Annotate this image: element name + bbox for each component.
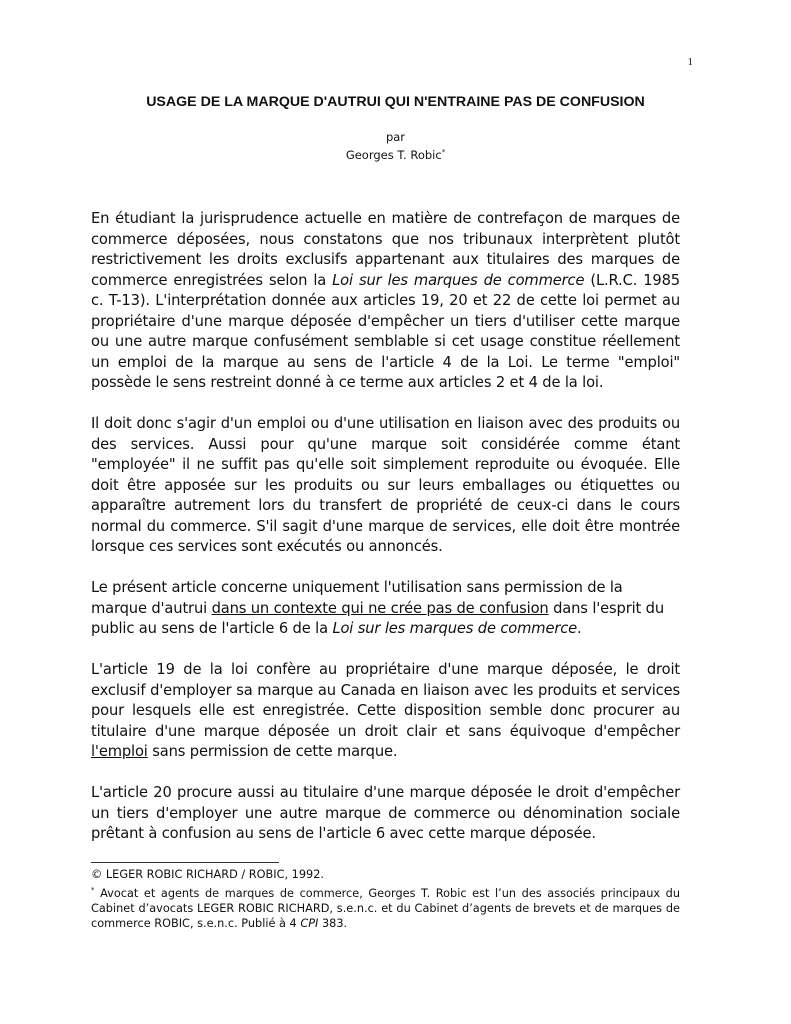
paragraph-3-text-a: Le présent article concerne uniquement l'utilisation sans permission de la marque d'autrui — [91, 579, 623, 617]
paragraph-1-law-title: Loi sur les marques de commerce — [332, 271, 585, 289]
paragraph-3-underlined: dans un contexte qui ne crée pas de confusion — [211, 599, 549, 617]
paragraph-4 — [91, 660, 680, 763]
paragraph-2: Il doit donc s'agir d'un emploi ou d'une utilisation en liaison avec des produits ou des services. Aussi pour qu'une marque soit considérée comme étant "employée" il ne suffit pas qu'elle soit simplement reproduite ou évoquée. Elle doit être apposée sur les produits ou sur leurs emballages ou étiquettes ou apparaître autrement lors du transfert de propriété de ceux-ci dans le cours normal du commerce. S'il sagit d'une marque de services, elle doit être montrée lorsque ces services sont exécutés ou annoncés. — [91, 415, 680, 555]
paragraph-3-text-b: dans l'esprit du public au sens de l'article 6 de la — [91, 599, 664, 637]
footnote-text-b: 383. — [318, 917, 348, 931]
paragraph-5: L'article 20 procure aussi au titulaire d'une marque déposée le droit d'empêcher un tiers d'employer une autre marque de commerce ou dénomination sociale prêtant à confusion au sens de l'article 6 avec cette marque déposée. — [91, 784, 680, 842]
paragraph-1-text-a: En étudiant la jurisprudence actuelle en matière de contrefaçon de marques de commerce déposées, nous constatons que nos tribunaux interprètent plutôt restrictivement les droits exclusifs appartenant aux titulaires des marques de commerce enregistrées selon la — [91, 210, 680, 289]
paragraph-1-text-b: (L.R.C. 1985 c. T-13). L'interprétation donnée aux articles 19, 20 et 22 de cette loi permet au propriétaire d'une marque déposée d'empêcher un tiers d'utiliser cette marque ou une autre marque confusément semblable si cet usage constitue réellement un emploi de la marque au sens de l'article 4 de la Loi. Le terme "emploi" possède le sens restreint donné à ce terme aux articles 2 et 4 de la loi. — [91, 271, 681, 391]
author-footnote-mark: * — [441, 148, 446, 156]
paragraph-4-underlined: l'emploi — [91, 743, 148, 760]
paragraph-3-text-c: . — [577, 620, 582, 637]
paragraph-3 — [91, 578, 680, 640]
footnote-star-mark: * — [91, 885, 95, 894]
byline-par: par — [385, 130, 406, 144]
paragraph-4-text-b: sans permission de cette marque. — [147, 743, 398, 760]
paragraph-3-law-title: Loi sur les marques de commerce — [332, 620, 578, 637]
footnote-separator — [91, 862, 279, 863]
article-body — [91, 209, 680, 865]
author-footnote — [91, 883, 680, 932]
copyright-note: © LEGER ROBIC RICHARD / ROBIC, 1992. — [91, 868, 325, 881]
paragraph-1 — [91, 209, 680, 394]
footnote-text-a: Avocat et agents de marques de commerce, Georges T. Robic est l’un des associés principaux du Cabinet d’avocats LEGER ROBIC RICHARD, s.e.n.c. et du Cabinet d’agents de brevets et de marques de commerce ROBIC, s.e.n.c. Publié à 4 — [91, 886, 680, 931]
author-name: Georges T. Robic — [345, 147, 442, 162]
page-number: 1 — [687, 56, 693, 68]
footnote-cpi: CPI — [300, 917, 319, 931]
footnotes — [91, 867, 680, 932]
byline-author-line — [0, 145, 791, 163]
document-title: USAGE DE LA MARQUE D'AUTRUI QUI N'ENTRAINE PAS DE CONFUSION — [146, 94, 645, 110]
byline — [0, 130, 791, 163]
paragraph-4-text-a: L'article 19 de la loi confère au propriétaire d'une marque déposée, le droit exclusif d'employer sa marque au Canada en liaison avec les produits et services pour lesquels elle est enregistrée. Cette disposition semble donc procurer au titulaire d'une marque déposée un droit clair et sans équivoque d'empêcher — [91, 661, 680, 740]
